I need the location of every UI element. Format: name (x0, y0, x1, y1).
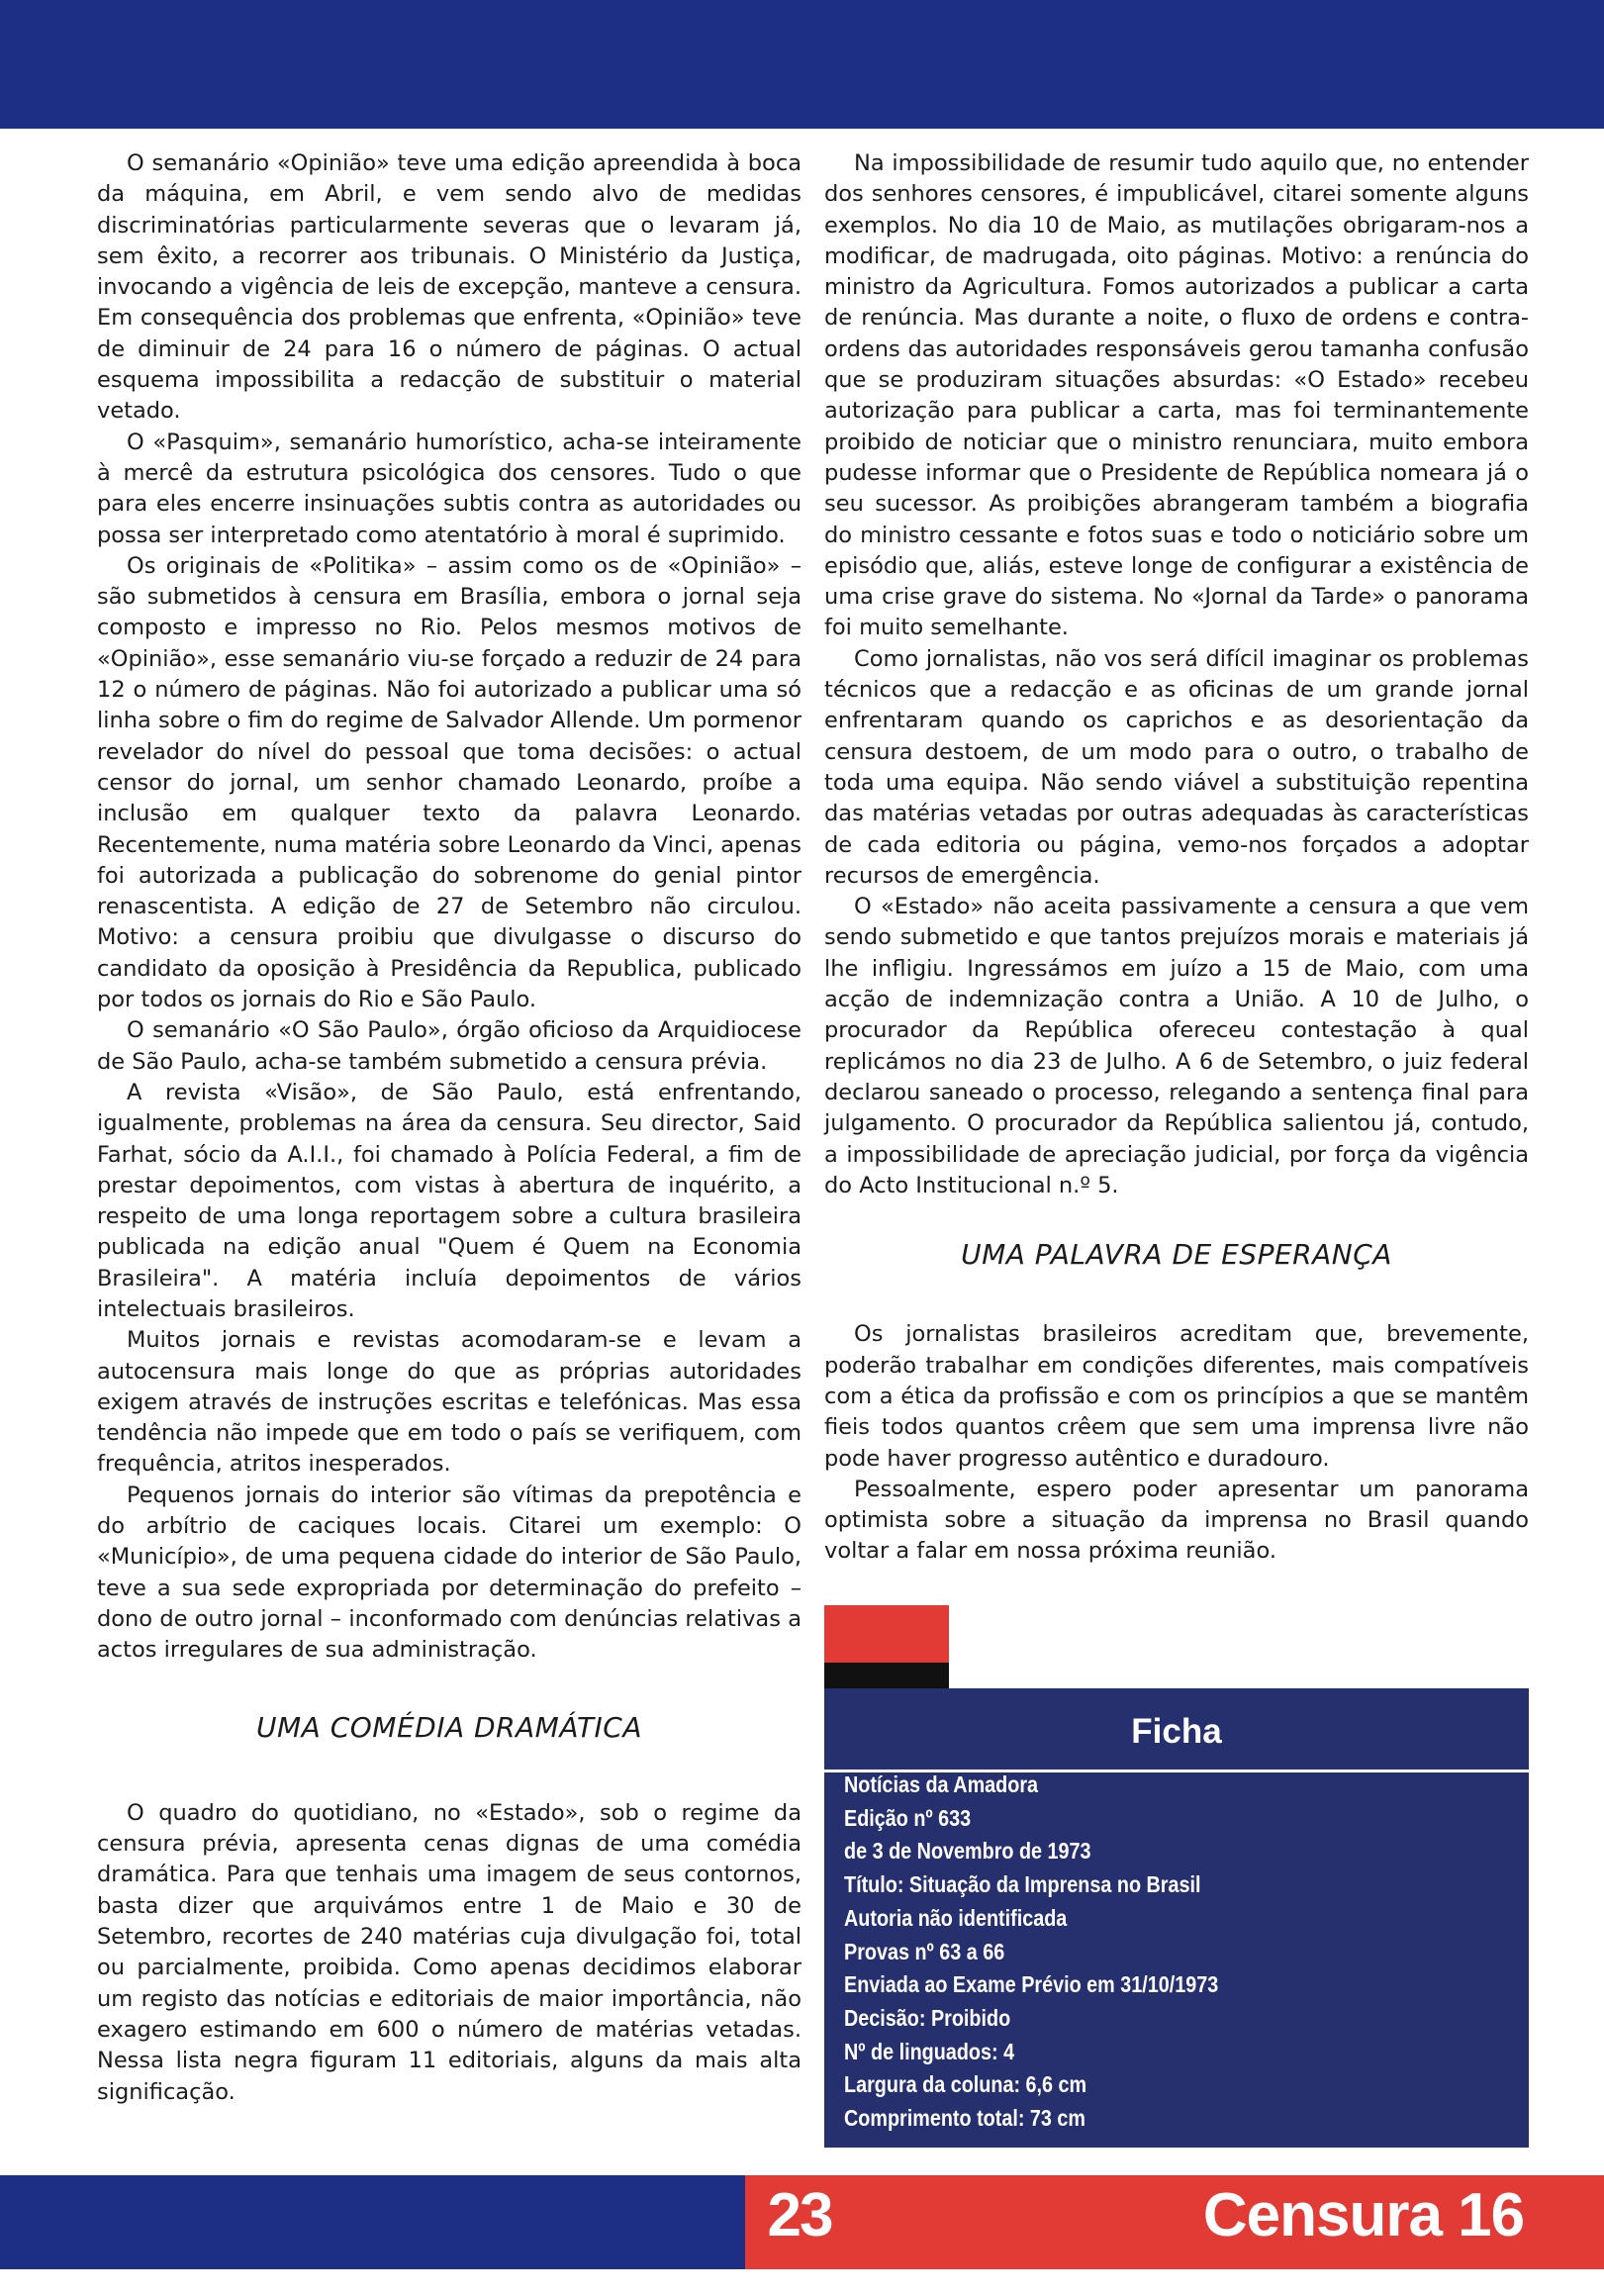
ficha-line: de 3 de Novembro de 1973 (844, 1838, 1091, 1865)
top-banner (0, 0, 1604, 129)
ficha-line: Edição nº 633 (844, 1804, 972, 1831)
magazine-title: Censura 16 (1202, 2181, 1525, 2249)
paragraph: Muitos jornais e revistas acomodaram-se e levam a autocensura mais longe do que as próprias autoridades exigem através de instruções escritas e telefónicas. Mas essa tendência não impede que em todo o país se verifiquem, com frequência, atritos inesperados. (97, 1327, 802, 1478)
paragraph: O quadro do quotidiano, no «Estado», sob o regime da censura prévia, apresenta cenas dignas de uma comédia dramática. Para que tenhais uma imagem de seus contornos, basta dizer que arquivámos entre 1 de Maio e 30 de Setembro, recortes de 240 matérias cuja divulgação foi, total ou parcialmente, proibida. Como apenas decidimos elaborar um registo das notícias e editoriais de maior importância, não exagero estimando em 600 o número de matérias vetadas. Nessa lista negra figuram 11 editoriais, alguns da mais alta significação. (97, 1799, 802, 2105)
ficha-panel (824, 1605, 1529, 2148)
ficha-line: Comprimento total: 73 cm (844, 2105, 1085, 2132)
ficha-line: Autoria não identificada (844, 1904, 1068, 1931)
section-heading: UMA COMÉDIA DRAMÁTICA (255, 1710, 643, 1744)
ficha-line: Enviada ao Exame Prévio em 31/10/1973 (844, 1971, 1219, 1998)
paragraph: O semanário «O São Paulo», órgão oficioso da Arquidiocese de São Paulo, acha-se também submetido a censura prévia. (97, 1017, 802, 1075)
paragraph: A revista «Visão», de São Paulo, está enfrentando, igualmente, problemas na área da censura. Seu director, Said Farhat, sócio da A.I.I., foi chamado à Polícia Federal, a fim de prestar depoimentos, com vistas à abertura de inquérito, a respeito de uma longa reportagem sobre a cultura brasileira publicada na edição anual "Quem é Quem na Economia Brasileira". A matéria incluía depoimentos de vários intelectuais brasileiros. (97, 1079, 802, 1322)
paragraph: O semanário «Opinião» teve uma edição apreendida à boca da máquina, em Abril, e vem sendo alvo de medidas discriminatórias particularmente severas que o levaram já, sem êxito, a recorrer aos tribunais. O Ministério da Justiça, invocando a vigência de leis de excepção, manteve a censura. Em consequência dos problemas que enfrenta, «Opinião» teve de diminuir de 24 para 16 o número de páginas. O actual esquema impossibilita a redacção de substituir o material vetado. (97, 150, 802, 425)
paragraph: O «Estado» não aceita passivamente a censura a que vem sendo submetido e que tantos prejuízos morais e materiais já lhe infligiu. Ingressámos em juízo a 15 de Maio, com uma acção de indemnização contra a União. A 10 de Julho, o procurador da República ofereceu contestação à qual replicámos no dia 23 de Julho. A 6 de Setembro, o juiz federal declarou saneado o processo, relegando a sentença final para julgamento. O procurador da República salientou já, contudo, a impossibilidade de apreciação judicial, por força da vigência do Acto Institucional n.º 5. (824, 894, 1529, 1198)
ficha-title: Ficha (1131, 1712, 1222, 1751)
paragraph: Os originais de «Politika» – assim como os de «Opinião» – são submetidos à censura em Brasília, embora o jornal seja composto e impresso no Rio. Pelos mesmos motivos de «Opinião», esse semanário viu-se forçado a reduzir de 24 para 12 o número de páginas. Não foi autorizado a publicar uma só linha sobre o fim do regime de Salvador Allende. Um pormenor revelador do nível do pessoal que toma decisões: o actual censor do jornal, um senhor chamado Leonardo, proíbe a inclusão em qualquer texto da palavra Leonardo. Recentemente, numa matéria sobre Leonardo da Vinci, apenas foi autorizada a publicação do sobrenome do genial pintor renascentista. A edição de 27 de Setembro não circulou. Motivo: a censura proibiu que divulgasse o discurso do candidato da oposição à Presidência da Republica, publicado por todos os jornais do Rio e São Paulo. (97, 552, 802, 1013)
ficha-details (844, 1769, 1218, 2136)
ficha-black-block (824, 1663, 949, 1688)
ficha-line: Título: Situação da Imprensa no Brasil (844, 1871, 1201, 1898)
right-column (824, 148, 1529, 1568)
ficha-line: Notícias da Amadora (844, 1771, 1039, 1797)
paragraph: Como jornalistas, não vos será difícil imaginar os problemas técnicos que a redacção e as oficinas de um grande jornal enfrentaram quando os caprichos e as desorientação da censura destoem, de um modo para o outro, o trabalho de toda uma equipa. Não sendo viável a substituição repentina das matérias vetadas por outras adequadas às características de cada editoria ou página, vemo-nos forçados a adoptar recursos de emergência. (824, 645, 1529, 889)
ficha-red-block (824, 1605, 949, 1663)
paragraph: Pequenos jornais do interior são vítimas da prepotência e do arbítrio de caciques locais. Citarei um exemplo: O «Município», de uma pequena cidade do interior de São Paulo, teve a sua sede expropriada por determinação do prefeito – dono de outro jornal – inconformado com denúncias relativas a actos irregulares de sua administração. (97, 1482, 802, 1664)
paragraph: Pessoalmente, espero poder apresentar um panorama optimista sobre a situação da imprensa no Brasil quando voltar a falar em nossa próxima reunião. (824, 1476, 1529, 1565)
ficha-line: Largura da coluna: 6,6 cm (844, 2071, 1087, 2098)
ficha-line: Provas nº 63 a 66 (844, 1938, 1005, 1964)
left-column (97, 148, 802, 2108)
paragraph: Os jornalistas brasileiros acreditam que, brevemente, poderão trabalhar em condições diferentes, mais compatíveis com a ética da profissão e com os princípios a que se mantêm fieis todos quantos crêem que sem uma imprensa livre não pode haver progresso autêntico e duradouro. (824, 1321, 1529, 1472)
ficha-line: Nº de linguados: 4 (844, 2038, 1015, 2064)
ficha-line: Decisão: Proibido (844, 2004, 1011, 2031)
paragraph: Na impossibilidade de resumir tudo aquilo que, no entender dos senhores censores, é impublicável, citarei somente alguns exemplos. No dia 10 de Maio, as mutilações obrigaram-nos a modificar, de madrugada, oito páginas. Motivo: a renúncia do ministro da Agricultura. Fomos autorizados a publicar a carta de renúncia. Mas durante a noite, o fluxo de ordens e contra-ordens das autoridades responsáveis gerou tamanha confusão que se produziram situações absurdas: «O Estado» recebeu autorização para publicar a carta, mas foi terminantemente proibido de noticiar que o ministro renunciara, muito embora pudesse informar que o Presidente de República nomeara já o seu sucessor. As proibições abrangeram também a biografia do ministro cessante e fotos suas e todo o noticiário sobre um episódio que, aliás, esteve longe de configurar a existência de uma crise grave do sistema. No «Jornal da Tarde» o panorama foi muito semelhante. (824, 150, 1529, 641)
page-number: 23 (767, 2181, 832, 2249)
paragraph: O «Pasquim», semanário humorístico, acha-se inteiramente à mercê da estrutura psicológica dos censores. Tudo o que para eles encerre insinuações subtis contra as autoridades ou possa ser interpretado como atentatório à moral é suprimido. (97, 429, 802, 548)
section-heading: UMA PALAVRA DE ESPERANÇA (961, 1238, 1392, 1272)
